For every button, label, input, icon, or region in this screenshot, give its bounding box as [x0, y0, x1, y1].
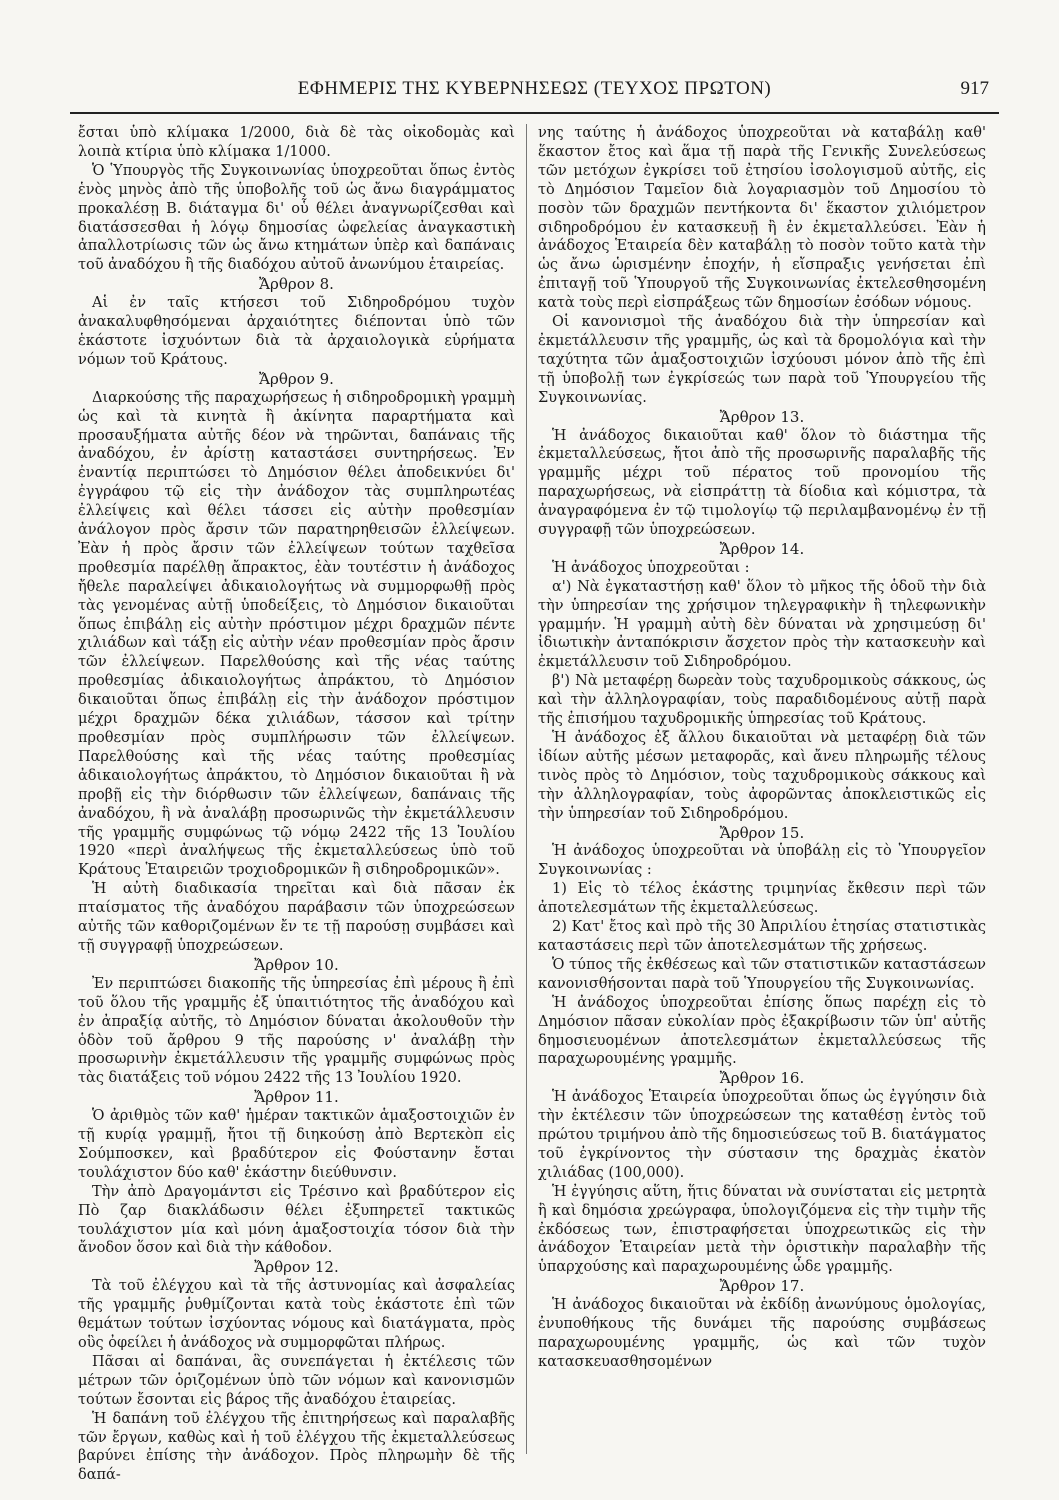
paragraph: Ἡ ἀνάδοχος Ἑταιρεία ὑποχρεοῦται ὅπως ὡς ἐγγύησιν διὰ τὴν ἐκτέλεσιν τῶν ὑποχρεώσεων της καταθέσῃ ἐντὸς τοῦ πρώτου τριμήνου ἀπὸ τῆς δημοσιεύσεως τοῦ Β. διατάγματος τοῦ ἐγκρίνοντος τὴν σύστασιν της δραχμὰς ἑκατὸν χιλιάδας (100,000). [538, 1089, 986, 1181]
paragraph: νης ταύτης ἡ ἀνάδοχος ὑποχρεοῦται νὰ καταβάλῃ καθ' ἕκαστον ἔτος καὶ ἅμα τῇ παρὰ τῆς Γενικῆς Συνελεύσεως τῶν μετόχων ἐγκρίσει τοῦ ἐτησίου ἰσολογισμοῦ αὐτῆς, εἰς τὸ Δημόσιον Ταμεῖον διὰ λογαριασμὸν τοῦ Δημοσίου τὸ ποσὸν τῶν δραχμῶν πεντήκοντα δι' ἕκαστον χιλιόμετρον σιδηροδρόμου ἐν κατασκευῇ ἢ ἐν ἐκμεταλλεύσει. Ἐὰν ἡ ἀνάδοχος Ἑταιρεία δὲν καταβάλῃ τὸ ποσὸν τοῦτο κατὰ τὴν ὡς ἄνω ὡρισμένην ἐποχήν, ἡ εἴσπραξις γενήσεται ἐπὶ ἐπιταγῇ τοῦ Ὑπουργοῦ τῆς Συγκοινωνίας ἐκτελεσθησομένη κατὰ τοὺς περὶ εἰσπράξεως τῶν δημοσίων ἐσόδων νόμους. [538, 125, 986, 312]
page-header [70, 78, 999, 108]
list-item: 1) Εἰς τὸ τέλος ἑκάστης τριμηνίας ἔκθεσιν περὶ τῶν ἀποτελεσμάτων τῆς ἐκμεταλλεύσεως. [538, 881, 986, 917]
paragraph: Αἱ ἐν ταῖς κτήσεσι τοῦ Σιδηροδρόμου τυχὸν ἀνακαλυφθησόμεναι ἀρχαιότητες διέπονται ὑπὸ τῶν ἑκάστοτε ἰσχυόντων διὰ τὰ ἀρχαιολογικὰ εὑρήματα νόμων τοῦ Κράτους. [78, 295, 515, 368]
paragraph: Ἡ αὐτὴ διαδικασία τηρεῖται καὶ διὰ πᾶσαν ἐκ πταίσματος τῆς ἀναδόχου παράβασιν τῶν ὑποχρεώσεων αὐτῆς τῶν καθοριζομένων ἔν τε τῇ παρούσῃ συμβάσει καὶ τῇ συγγραφῇ ὑποχρεώσεων. [78, 881, 515, 954]
header-rule [70, 112, 999, 114]
list-item: β') Νὰ μεταφέρῃ δωρεὰν τοὺς ταχυδρομικοὺς σάκκους, ὡς καὶ τὴν ἀλληλογραφίαν, τοὺς παραδιδομένους αὐτῇ παρὰ τῆς ἐπισήμου ταχυδρομικῆς ὑπηρεσίας τοῦ Κράτους. [538, 673, 986, 728]
article-heading: Ἄρθρον 9. [259, 369, 334, 388]
paragraph: Ἡ δαπάνη τοῦ ἐλέγχου τῆς ἐπιτηρήσεως καὶ παραλαβῆς τῶν ἔργων, καθὼς καὶ ἡ τοῦ ἐλέγχου τῆς ἐκμεταλλεύσεως βαρύνει ἐπίσης τὴν ἀνάδοχον. Πρὸς πληρωμὴν δὲ τῆς δαπά- [78, 1410, 515, 1484]
paragraph: Οἱ κανονισμοὶ τῆς ἀναδόχου διὰ τὴν ὑπηρεσίαν καὶ ἐκμετάλλευσιν τῆς γραμμῆς, ὡς καὶ τὰ δρομολόγια καὶ τὴν ταχύτητα τῶν ἁμαξοστοιχιῶν ἰσχύουσι μόνον ἀπὸ τῆς ἐπὶ τῇ ὑποβολῇ των ἐγκρίσεώς των παρὰ τοῦ Ὑπουργείου τῆς Συγκοινωνίας. [538, 314, 986, 406]
column-divider [526, 124, 527, 1454]
list-item: 2) Κατ' ἔτος καὶ πρὸ τῆς 30 Ἀπριλίου ἐτησίας στατιστικὰς καταστάσεις περὶ τῶν ἀποτελεσμάτων τῆς χρήσεως. [538, 919, 986, 954]
article-heading: Ἄρθρον 12. [254, 1258, 339, 1277]
article-heading: Ἄρθρον 11. [254, 1088, 339, 1107]
right-column [538, 124, 986, 1454]
article-heading: Ἄρθρον 17. [719, 1277, 805, 1296]
article-heading: Ἄρθρον 15. [719, 823, 805, 842]
paragraph: Ὁ τύπος τῆς ἐκθέσεως καὶ τῶν στατιστικῶν καταστάσεων κανονισθήσονται παρὰ τοῦ Ὑπουργείου τῆς Συγκοινωνίας. [538, 956, 986, 992]
paragraph: Ἡ ἀνάδοχος δικαιοῦται καθ' ὅλον τὸ διάστημα τῆς ἐκμεταλλεύσεως, ἤτοι ἀπὸ τῆς προσωρινῆς παραλαβῆς τῆς γραμμῆς μέχρι τοῦ πέρατος τοῦ προνομίου τῆς παραχωρήσεως, νὰ εἰσπράττῃ τὰ δίοδια καὶ κόμιστρα, τὰ ἀναγραφόμενα ἐν τῷ τιμολογίῳ τῷ περιλαμβανομένῳ ἐν τῇ συγγραφῇ τῶν ὑποχρεώσεων. [538, 427, 986, 539]
paragraph: Πᾶσαι αἱ δαπάναι, ἃς συνεπάγεται ἡ ἐκτέλεσις τῶν μέτρων τῶν ὁριζομένων ὑπὸ τῶν νόμων καὶ κανονισμῶν τούτων ἔσονται εἰς βάρος τῆς ἀναδόχου ἑταιρείας. [78, 1353, 515, 1408]
article-heading: Ἄρθρον 8. [259, 275, 334, 294]
paragraph: Ὁ Ὑπουργὸς τῆς Συγκοινωνίας ὑποχρεοῦται ὅπως ἐντὸς ἑνὸς μηνὸς ἀπὸ τῆς ὑποβολῆς τοῦ ὡς ἄνω διαγράμματος προκαλέσῃ Β. διάταγμα δι' οὗ θέλει ἀναγνωρίζεσθαι καὶ διατάσσεσθαι ἡ λόγῳ δημοσίας ὠφελείας ἀναγκαστικὴ ἀπαλλοτρίωσις τῶν ὡς ἄνω κτημάτων ὑπὲρ καὶ δαπάναις τοῦ ἀναδόχου ἢ τῆς διαδόχου αὐτοῦ ἀνωνύμου ἑταιρείας. [78, 162, 515, 274]
list-item: α') Νὰ ἐγκαταστήσῃ καθ' ὅλον τὸ μῆκος τῆς ὁδοῦ τὴν διὰ τὴν ὑπηρεσίαν της χρήσιμον τηλεγραφικὴν ἢ τηλεφωνικὴν γραμμήν. Ἡ γραμμὴ αὐτὴ δὲν δύναται νὰ χρησιμεύσῃ δι' ἰδιωτικὴν ἀνταπόκρισιν ἄσχετον πρὸς τὴν κατασκευὴν καὶ ἐκμετάλλευσιν τοῦ Σιδηροδρόμου. [538, 578, 986, 671]
paragraph: Ἡ ἀνάδοχος ὑποχρεοῦται : [552, 559, 750, 576]
gazette-title: ΕΦΗΜΕΡΙΣ ΤΗΣ ΚΥΒΕΡΝΗΣΕΩΣ (ΤΕΥΧΟΣ ΠΡΩΤΟΝ) [297, 78, 772, 99]
paragraph: Ἡ ἐγγύησις αὕτη, ἥτις δύναται νὰ συνίσταται εἰς μετρητὰ ἢ καὶ δημόσια χρεώγραφα, ὑπολογιζόμενα εἰς τὴν τιμὴν τῆς ἐκδόσεως των, ἐπιστραφήσεται ὑποχρεωτικῶς εἰς τὴν ἀνάδοχον Ἑταιρείαν μετὰ τὴν ὁριστικὴν παραλαβὴν τῆς ὑπαρχούσης καὶ παραχωρουμένης ὧδε γραμμῆς. [538, 1183, 986, 1276]
paragraph: Ἡ ἀνάδοχος ἐξ ἄλλου δικαιοῦται νὰ μεταφέρῃ διὰ τῶν ἰδίων αὐτῆς μέσων μεταφορᾶς, καὶ ἄνευ πληρωμῆς τέλους τινὸς πρὸς τὸ Δημόσιον, τοὺς ταχυδρομικοὺς σάκκους καὶ τὴν ἀλληλογραφίαν, τοὺς ἀφορῶντας ἀποκλειστικῶς εἰς τὴν ὑπηρεσίαν τοῦ Σιδηροδρόμου. [538, 730, 986, 822]
article-heading: Ἄρθρον 10. [254, 955, 339, 974]
paragraph: Ἐν περιπτώσει διακοπῆς τῆς ὑπηρεσίας ἐπὶ μέρους ἢ ἐπὶ τοῦ ὅλου τῆς γραμμῆς ἐξ ὑπαιτιότητος τῆς ἀναδόχου καὶ ἐν ἀπραξίᾳ αὐτῆς, τὸ Δημόσιον δύναται ἀκολουθοῦν τὴν ὁδὸν τοῦ ἄρθρου 9 τῆς παρούσης ν' ἀναλάβῃ τὴν προσωρινὴν ἐκμετάλλευσιν τῆς γραμμῆς συμφώνως πρὸς τὰς διατάξεις τοῦ νόμου 2422 τῆς 13 Ἰουλίου 1920. [78, 975, 515, 1087]
paragraph: Διαρκούσης τῆς παραχωρήσεως ἡ σιδηροδρομικὴ γραμμὴ ὡς καὶ τὰ κινητὰ ἢ ἀκίνητα παραρτήματα καὶ προσαυξήματα αὐτῆς δέον νὰ τηρῶνται, δαπάναις τῆς ἀναδόχου, ἐν ἀρίστῃ καταστάσει συντηρήσεως. Ἐν ἐναντίᾳ περιπτώσει τὸ Δημόσιον θέλει ἀποδεικνύει δι' ἐγγράφου τῷ εἰς τὴν ἀνάδοχον τὰς συμπληρωτέας ἐλλείψεις καὶ θέλει τάσσει εἰς αὐτὴν προθεσμίαν ἀνάλογον πρὸς ἄρσιν τῶν παρατηρηθεισῶν ἐλλείψεων. Ἐὰν ἡ πρὸς ἄρσιν τῶν ἐλλείψεων τούτων ταχθεῖσα προθεσμία παρέλθῃ ἄπρακτος, ἐὰν τουτέστιν ἡ ἀνάδοχος ἤθελε παραλείψει ἀδικαιολογήτως νὰ συμμορφωθῇ πρὸς τὰς γενομένας αὐτῇ ὑποδείξεις, τὸ Δημόσιον δικαιοῦται ὅπως ἐπιβάλῃ εἰς αὐτὴν πρόστιμον μέχρι δραχμῶν πέντε χιλιάδων καὶ τάξῃ εἰς αὐτὴν νέαν προθεσμίαν πρὸς ἄρσιν τῶν ἐλλείψεων. Παρελθούσης καὶ τῆς νέας ταύτης προθεσμίας ἀδικαιολογήτως ἀπράκτου, τὸ Δημόσιον δικαιοῦται ὅπως ἐπιβάλῃ εἰς τὴν ἀνάδοχον πρόστιμον μέχρι δραχμῶν δέκα χιλιάδων, τάσσον καὶ τρίτην προθεσμίαν πρὸς συμπλήρωσιν τῶν ἐλλείψεων. Παρελθούσης καὶ τῆς νέας ταύτης προθεσμίας ἀδικαιολογήτως ἀπράκτου, τὸ Δημόσιον δικαιοῦται ἢ νὰ προβῇ εἰς τὴν διόρθωσιν τῶν ἐλλείψεων, δαπάναις τῆς ἀναδόχου, ἢ νὰ ἀναλάβῃ προσωρινῶς τὴν ἐκμετάλλευσιν τῆς γραμμῆς συμφώνως τῷ νόμῳ 2422 τῆς 13 Ἰουλίου 1920 «περὶ ἀναλήψεως τῆς ἐκμεταλλεύσεως ὑπὸ τοῦ Κράτους Ἑταιρειῶν τροχιοδρομικῶν ἢ σιδηροδρομικῶν». [78, 389, 515, 879]
paragraph: ἔσται ὑπὸ κλίμακα 1/2000, διὰ δὲ τὰς οἰκοδομὰς καὶ λοιπὰ κτίρια ὑπὸ κλίμακα 1/1000. [78, 125, 515, 160]
paragraph: Τὰ τοῦ ἐλέγχου καὶ τὰ τῆς ἀστυνομίας καὶ ἀσφαλείας τῆς γραμμῆς ῥυθμίζονται κατὰ τοὺς ἑκάστοτε ἐπὶ τῶν θεμάτων τούτων ἰσχύοντας νόμους καὶ διατάγματα, πρὸς οὓς ὀφείλει ἡ ἀνάδοχος νὰ συμμορφῶται πλήρως. [78, 1278, 515, 1351]
paragraph: Ἡ ἀνάδοχος δικαιοῦται νὰ ἐκδίδῃ ἀνωνύμους ὁμολογίας, ἐνυποθήκους τῆς δυνάμει τῆς παρούσης συμβάσεως παραχωρουμένης γραμμῆς, ὡς καὶ τῶν τυχὸν κατασκευασθησομένων [538, 1297, 986, 1370]
paragraph: Τὴν ἀπὸ Δραγομάντσι εἰς Τρέσινο καὶ βραδύτερον εἰς Πὸ ζαρ διακλάδωσιν θέλει ἐξυπηρετεῖ τακτικῶς τουλάχιστον μία καὶ μόνη ἁμαξοστοιχία τόσον διὰ τὴν ἄνοδον ὅσον καὶ διὰ τὴν κάθοδον. [78, 1183, 515, 1257]
paragraph: Ἡ ἀνάδοχος ὑποχρεοῦται νὰ ὑποβάλῃ εἰς τὸ Ὑπουργεῖον Συγκοινωνίας : [538, 843, 986, 879]
paragraph: Ἡ ἀνάδοχος ὑποχρεοῦται ἐπίσης ὅπως παρέχῃ εἰς τὸ Δημόσιον πᾶσαν εὐκολίαν πρὸς ἐξακρίβωσιν τῶν ὑπ' αὐτῆς δημοσιευομένων ἀποτελεσμάτων ἐκμεταλλεύσεως τῆς παραχωρουμένης γραμμῆς. [538, 994, 986, 1068]
paragraph: Ὁ ἀριθμὸς τῶν καθ' ἡμέραν τακτικῶν ἁμαξοστοιχιῶν ἐν τῇ κυρίᾳ γραμμῇ, ἤτοι τῇ διηκούσῃ ἀπὸ Βερτεκὸπ εἰς Σούμποσκεν, καὶ βραδύτερον εἰς Φούστανην ἔσται τουλάχιστον δύο καθ' ἑκάστην διεύθυνσιν. [78, 1108, 515, 1181]
article-heading: Ἄρθρον 14. [719, 539, 805, 558]
article-heading: Ἄρθρον 13. [719, 407, 805, 426]
article-heading: Ἄρθρον 16. [719, 1069, 805, 1088]
left-column [78, 124, 515, 1484]
page-number: 917 [960, 78, 989, 99]
